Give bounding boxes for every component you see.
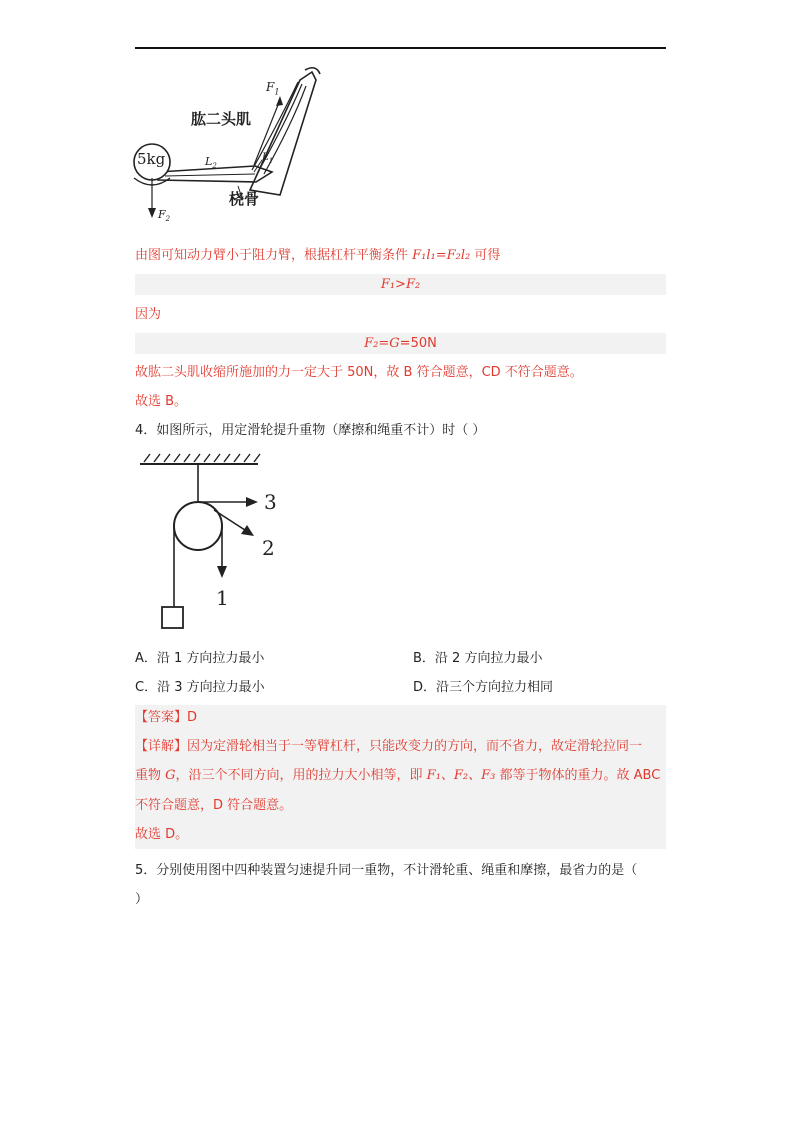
weight-label: 5kg [137, 150, 166, 168]
l1-label: $L_1$ [262, 152, 274, 165]
f1-label: $F_1$ [266, 80, 280, 97]
q5-stem-line2: ） [135, 892, 149, 907]
q4-option-d: D．沿三个方向拉力相同 [413, 680, 554, 695]
q4-explain-line2: 重物 G，沿三个不同方向，用的拉力大小相等，即 F₁、F₂、F₃ 都等于物体的重力。故 ABC [135, 768, 661, 783]
header-rule [135, 47, 666, 49]
q3-solution-line1: 由图可知动力臂小于阻力臂，根据杠杆平衡条件 F₁l₁=F₂l₂ 可得 [135, 248, 501, 263]
q4-option-a: A．沿 1 方向拉力最小 [135, 651, 265, 666]
direction-label-1: 1 [216, 586, 229, 610]
bone-label: 桡骨 [229, 190, 260, 208]
formula-f2-equals-g: F₂=G=50N [135, 333, 666, 354]
f2-label: $F_2$ [158, 208, 171, 224]
direction-label-2: 2 [262, 536, 275, 560]
q3-choose: 故选 B。 [135, 394, 188, 409]
q3-conclusion: 故肱二头肌收缩所施加的力一定大于 50N，故 B 符合题意，CD 不符合题意。 [135, 365, 583, 380]
q5-stem-line1: 5．分别使用图中四种装置匀速提升同一重物，不计滑轮重、绳重和摩擦，最省力的是（ [135, 863, 638, 878]
q4-option-b: B．沿 2 方向拉力最小 [413, 651, 543, 666]
biceps-label: 肱二头肌 [191, 110, 252, 128]
q4-explain-line1: 【详解】因为定滑轮相当于一等臂杠杆，只能改变力的方向，而不省力，故定滑轮拉同一 [135, 739, 643, 754]
direction-label-3: 3 [264, 490, 277, 514]
q4-explain-choose: 故选 D。 [135, 827, 189, 842]
q4-stem: 4．如图所示，用定滑轮提升重物（摩擦和绳重不计）时（ ） [135, 423, 486, 438]
because-label: 因为 [135, 307, 162, 322]
l2-label: $L_2$ [205, 155, 217, 171]
q4-explain-line3: 不符合题意，D 符合题意。 [135, 798, 293, 813]
q4-option-c: C．沿 3 方向拉力最小 [135, 680, 265, 695]
formula-f1-gt-f2: F₁>F₂ [135, 274, 666, 295]
q4-answer-box [135, 705, 666, 849]
q4-answer: 【答案】D [135, 710, 198, 725]
